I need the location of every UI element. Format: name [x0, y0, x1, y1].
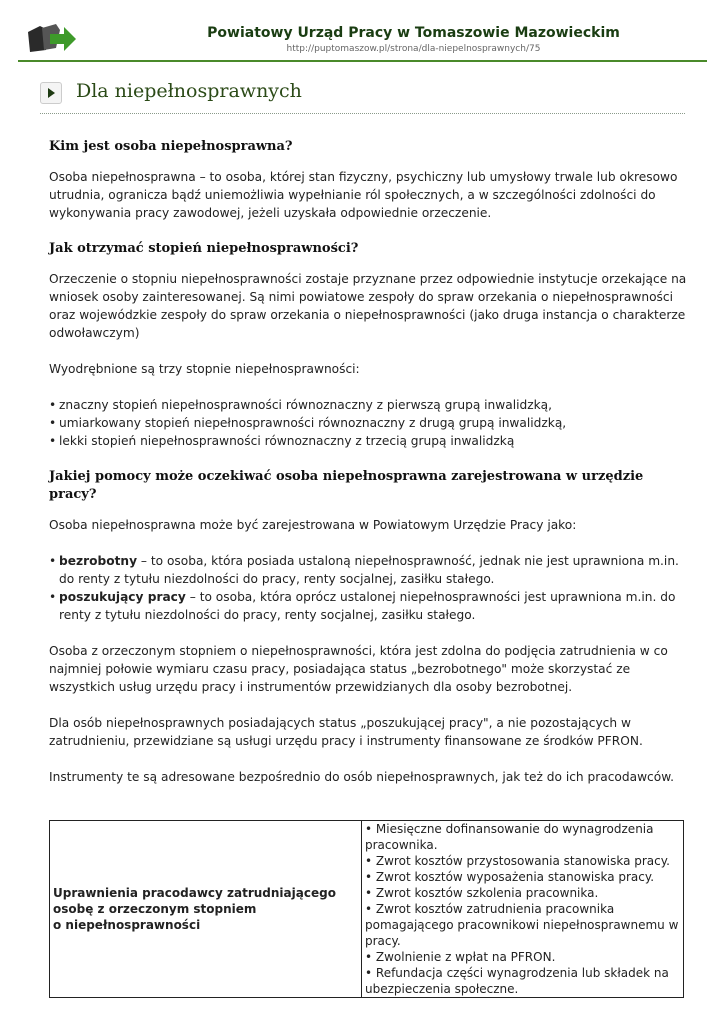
table-row: [50, 821, 684, 998]
site-url[interactable]: http://puptomaszow.pl/strona/dla-niepelnosprawnych/75: [286, 44, 541, 54]
table-cell-list: [362, 821, 684, 998]
term-description: – to osoba, która oprócz ustalonej niepełnosprawności jest uprawniona m.in. do renty z tytułu niezdolności do pracy, renty socjalnej, zasiłku stałego.: [59, 590, 676, 622]
title-row: [40, 80, 690, 110]
paragraph: Osoba z orzeczonym stopniem o niepełnosprawności, która jest zdolna do podjęcia zatrudnienia w co najmniej połowie wymiaru czasu pracy, posiadająca status „bezrobotnego" może skorzystać ze wszystkich usług urzędu pracy i instrumentów przewidzianych dla osoby bezrobotnej.: [49, 644, 668, 694]
list-item: [49, 552, 689, 588]
paragraph: Dla osób niepełnosprawnych posiadających status „poszukującej pracy", a nie pozostających w zatrudnieniu, przewidziane są usługi urzędu pracy i instrumenty finansowane ze środków PFRON.: [49, 716, 643, 748]
table-cell-label: [50, 821, 362, 998]
section-heading: Jakiej pomocy może oczekiwać osoba niepełnosprawna zarejestrowana w urzędzie pracy?: [49, 469, 644, 502]
header-divider: [18, 60, 707, 62]
paragraph: Osoba niepełnosprawna – to osoba, której stan fizyczny, psychiczny lub umysłowy trwale lub okresowo utrudnia, ogranicza bądź uniemożliwia wypełnianie ról społecznych, a w szczególności zdolności do wykonywania pracy zawodowej, jeżeli uzyskała odpowiednie orzeczenie.: [49, 170, 678, 220]
right-item: • Zwrot kosztów przystosowania stanowiska pracy.: [365, 854, 670, 868]
right-item: • Zwrot kosztów wyposażenia stanowiska pracy.: [365, 870, 655, 884]
article-content: [49, 138, 689, 998]
term-description: – to osoba, która posiada ustaloną niepełnosprawność, jednak nie jest uprawniona m.in. do renty z tytułu niezdolności do pracy, renty socjalnej, zasiłku stałego.: [59, 554, 679, 586]
page-header: [0, 0, 725, 64]
right-item: • Zwrot kosztów szkolenia pracownika.: [365, 886, 599, 900]
paragraph: Instrumenty te są adresowane bezpośrednio do osób niepełnosprawnych, jak też do ich pracodawców.: [49, 770, 674, 784]
cell-text: Uprawnienia pracodawcy zatrudniającego: [53, 886, 336, 900]
page-title: Dla niepełnosprawnych: [76, 80, 302, 102]
disability-degree-list: [49, 396, 689, 450]
cell-text: o niepełnosprawności: [53, 918, 201, 932]
list-item: • lekki stopień niepełnosprawności równoznaczny z trzecią grupą inwalidzką: [49, 432, 689, 450]
term: bezrobotny: [59, 554, 138, 568]
right-item: • Refundacja części wynagrodzenia lub składek na ubezpieczenia społeczne.: [365, 966, 669, 996]
paragraph: Wyodrębnione są trzy stopnie niepełnosprawności:: [49, 362, 360, 376]
list-item: • umiarkowany stopień niepełnosprawności równoznaczny z drugą grupą inwalidzką,: [49, 414, 689, 432]
section-heading: Kim jest osoba niepełnosprawna?: [49, 139, 293, 154]
status-list: [49, 552, 689, 624]
term: poszukujący pracy: [59, 590, 186, 604]
paragraph: Orzeczenie o stopniu niepełnosprawności zostaje przyznane przez odpowiednie instytucje orzekające na wniosek osoby zainteresowanej. Są nimi powiatowe zespoły do spraw orzekania o niepełnosprawności oraz wojewódzkie zespoły do spraw orzekania o niepełnosprawności (jako druga instancja o charakterze odwoławczym): [49, 272, 687, 340]
title-bullet-icon: [40, 82, 62, 104]
right-item: • Zwolnienie z wpłat na PFRON.: [365, 950, 556, 964]
employer-rights-table: [49, 820, 684, 998]
list-item: • znaczny stopień niepełnosprawności równoznaczny z pierwszą grupą inwalidzką,: [49, 396, 689, 414]
list-item: [49, 588, 689, 624]
right-item: • Miesięczne dofinansowanie do wynagrodzenia pracownika.: [365, 822, 654, 852]
section-heading: Jak otrzymać stopień niepełnosprawności?: [49, 241, 359, 256]
cell-text: osobę z orzeczonym stopniem: [53, 902, 257, 916]
paragraph: Osoba niepełnosprawna może być zarejestrowana w Powiatowym Urzędzie Pracy jako:: [49, 518, 577, 532]
title-divider: [40, 113, 685, 114]
right-item: • Zwrot kosztów zatrudnienia pracownika pomagającego pracownikowi niepełnosprawnemu w pracy.: [365, 902, 679, 948]
site-title: Powiatowy Urząd Pracy w Tomaszowie Mazowieckim: [207, 25, 620, 41]
logo-arrow-icon: [26, 22, 76, 56]
